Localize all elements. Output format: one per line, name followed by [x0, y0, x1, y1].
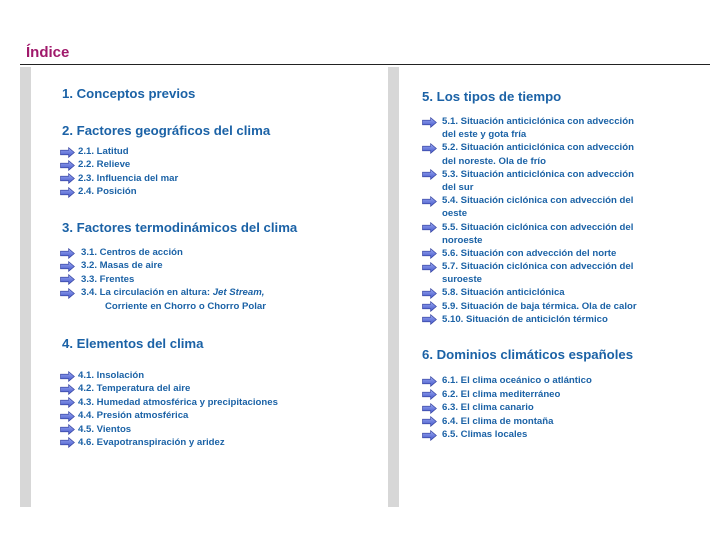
- list-item[interactable]: 6.2. El clima mediterráneo: [422, 388, 592, 402]
- list-item-continuation[interactable]: oeste: [442, 208, 468, 220]
- arrow-right-icon: [60, 173, 75, 184]
- heading-factores-geograficos[interactable]: 2. Factores geográficos del clima: [62, 123, 271, 138]
- list-item-continuation[interactable]: del noreste. Ola de frío: [442, 155, 546, 167]
- arrow-right-icon: [422, 403, 437, 414]
- list-item[interactable]: 6.1. El clima oceánico o atlántico: [422, 374, 592, 388]
- list-item-continuation[interactable]: suroeste: [442, 274, 482, 286]
- right-decorative-bar: [388, 67, 399, 507]
- arrow-right-icon: [60, 288, 75, 299]
- arrow-right-icon: [422, 389, 437, 400]
- list-tipos-tiempo: [422, 115, 637, 326]
- list-elementos-clima: [60, 369, 278, 449]
- arrow-right-icon: [60, 147, 75, 158]
- list-item[interactable]: 5.5. Situación ciclónica con advección del: [422, 221, 637, 234]
- list-item[interactable]: 2.4. Posición: [60, 185, 178, 198]
- arrow-right-icon: [422, 301, 437, 312]
- heading-factores-termodinamicos[interactable]: 3. Factores termodinámicos del clima: [62, 220, 298, 235]
- arrow-right-icon: [60, 384, 75, 395]
- arrow-right-icon: [422, 430, 437, 441]
- arrow-right-icon: [422, 117, 437, 128]
- list-item-continuation[interactable]: del sur: [442, 181, 474, 193]
- list-item[interactable]: 3.1. Centros de acción: [60, 246, 266, 259]
- list-item[interactable]: 5.3. Situación anticiclónica con advección: [422, 168, 637, 181]
- jet-stream-emphasis: Jet Stream,: [212, 287, 265, 299]
- list-item[interactable]: 3.2. Masas de aire: [60, 259, 266, 272]
- list-item[interactable]: 5.7. Situación ciclónica con advección del: [422, 260, 637, 273]
- arrow-right-icon: [60, 261, 75, 272]
- arrow-right-icon: [422, 143, 437, 154]
- list-item[interactable]: 5.1. Situación anticiclónica con advección: [422, 115, 637, 128]
- list-item[interactable]: 5.4. Situación ciclónica con advección del: [422, 194, 637, 207]
- list-item[interactable]: 2.1. Latitud: [60, 145, 178, 158]
- arrow-right-icon: [60, 397, 75, 408]
- list-item-continuation[interactable]: noroeste: [442, 234, 483, 246]
- arrow-right-icon: [60, 437, 75, 448]
- arrow-right-icon: [422, 222, 437, 233]
- list-item[interactable]: 4.5. Vientos: [60, 423, 278, 436]
- heading-dominios-climaticos[interactable]: 6. Dominios climáticos españoles: [422, 347, 634, 362]
- list-factores-termodinamicos: [60, 246, 266, 313]
- list-dominios-climaticos: [422, 374, 592, 442]
- list-item[interactable]: 2.3. Influencia del mar: [60, 172, 178, 185]
- list-item[interactable]: 5.9. Situación de baja térmica. Ola de calor: [422, 300, 637, 313]
- arrow-right-icon: [60, 187, 75, 198]
- arrow-right-icon: [422, 376, 437, 387]
- page-title: Índice: [26, 44, 70, 61]
- list-item[interactable]: 6.4. El clima de montaña: [422, 415, 592, 429]
- arrow-right-icon: [422, 169, 437, 180]
- arrow-right-icon: [422, 262, 437, 273]
- heading-elementos-clima[interactable]: 4. Elementos del clima: [62, 336, 204, 351]
- list-item[interactable]: 5.6. Situación con advección del norte: [422, 247, 637, 260]
- arrow-right-icon: [60, 424, 75, 435]
- arrow-right-icon: [422, 288, 437, 299]
- list-item[interactable]: 4.2. Temperatura del aire: [60, 382, 278, 395]
- heading-tipos-tiempo[interactable]: 5. Los tipos de tiempo: [422, 89, 562, 104]
- list-item[interactable]: 6.5. Climas locales: [422, 428, 592, 442]
- list-item[interactable]: 4.1. Insolación: [60, 369, 278, 382]
- heading-conceptos-previos[interactable]: 1. Conceptos previos: [62, 86, 196, 101]
- arrow-right-icon: [60, 160, 75, 171]
- left-decorative-bar: [20, 67, 31, 507]
- list-item[interactable]: 4.4. Presión atmosférica: [60, 409, 278, 422]
- list-item[interactable]: 3.4. La circulación en altura: Jet Stream,: [60, 286, 266, 299]
- arrow-right-icon: [422, 416, 437, 427]
- list-item-continuation[interactable]: del este y gota fría: [442, 129, 527, 141]
- arrow-right-icon: [60, 248, 75, 259]
- list-item[interactable]: 5.10. Situación de anticiclón térmico: [422, 313, 637, 326]
- list-item[interactable]: 6.3. El clima canario: [422, 401, 592, 415]
- list-item[interactable]: 5.8. Situación anticiclónica: [422, 286, 637, 299]
- arrow-right-icon: [422, 248, 437, 259]
- list-factores-geograficos: [60, 145, 178, 199]
- list-item[interactable]: 5.2. Situación anticiclónica con advección: [422, 141, 637, 154]
- list-item[interactable]: 3.3. Frentes: [60, 273, 266, 286]
- arrow-right-icon: [60, 274, 75, 285]
- list-item[interactable]: 4.3. Humedad atmosférica y precipitaciones: [60, 396, 278, 409]
- arrow-right-icon: [422, 314, 437, 325]
- list-item[interactable]: 4.6. Evapotranspiración y aridez: [60, 436, 278, 449]
- list-item[interactable]: 2.2. Relieve: [60, 158, 178, 171]
- title-divider: [20, 64, 710, 65]
- arrow-right-icon: [60, 411, 75, 422]
- arrow-right-icon: [60, 371, 75, 382]
- list-item-continuation[interactable]: Corriente en Chorro o Chorro Polar: [105, 300, 266, 312]
- arrow-right-icon: [422, 196, 437, 207]
